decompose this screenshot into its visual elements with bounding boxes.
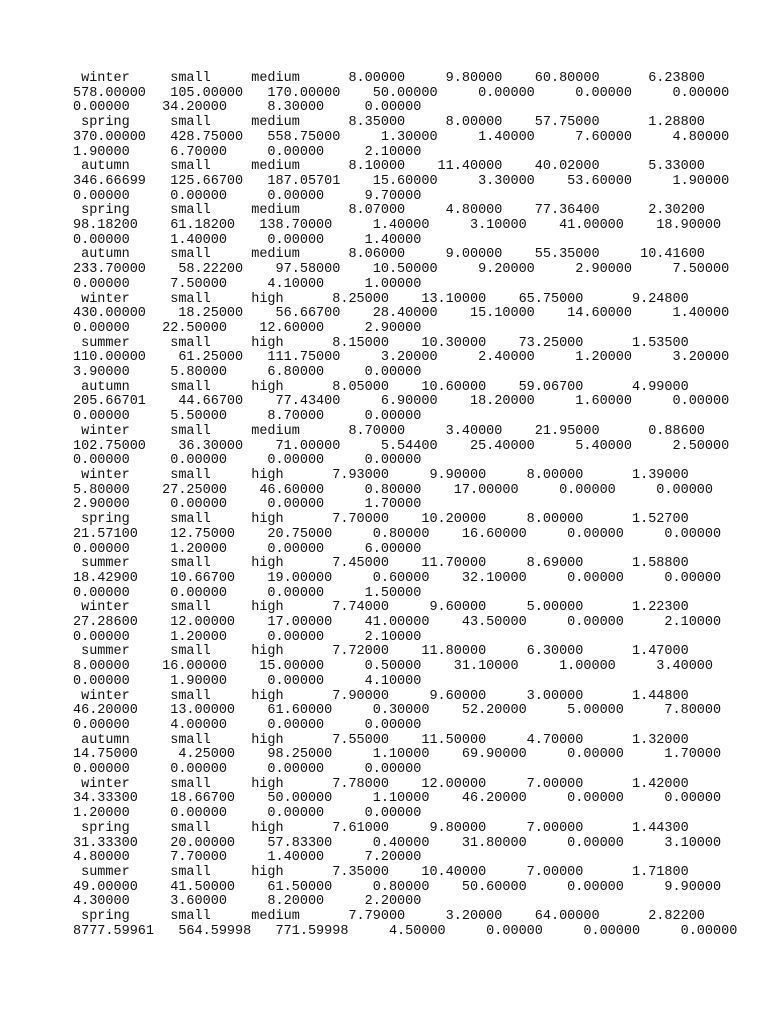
data-record [73,513,753,557]
data-record [73,381,753,425]
record-line-3: 0.00000 0.00000 0.00000 0.00000 [73,453,422,469]
record-line-1: winter small high 7.90000 9.60000 3.00000 1.44800 [73,688,689,704]
data-record [73,866,753,910]
record-line-2: 205.66701 44.66700 77.43400 6.90000 18.20000 1.60000 0.00000 [73,394,730,410]
data-record [73,601,753,645]
record-line-2: 46.20000 13.00000 61.60000 0.30000 52.20000 5.00000 7.80000 [73,703,722,719]
data-record [73,734,753,778]
record-line-1: winter small high 7.74000 9.60000 5.00000 1.22300 [73,600,689,616]
record-line-1: autumn small medium 8.06000 9.00000 55.35000 10.41600 [73,247,705,263]
data-record [73,557,753,601]
record-line-2: 34.33300 18.66700 50.00000 1.10000 46.20000 0.00000 0.00000 [73,791,722,807]
record-line-1: spring small medium 8.07000 4.80000 77.36400 2.30200 [73,203,705,219]
record-line-3: 0.00000 1.90000 0.00000 4.10000 [73,673,422,689]
record-line-3: 2.90000 0.00000 0.00000 1.70000 [73,497,422,513]
record-line-1: autumn small high 8.05000 10.60000 59.06700 4.99000 [73,379,689,395]
record-line-3: 1.90000 6.70000 0.00000 2.10000 [73,144,422,160]
data-record [73,337,753,381]
data-record [73,645,753,689]
record-line-2: 14.75000 4.25000 98.25000 1.10000 69.90000 0.00000 1.70000 [73,747,722,763]
record-line-2: 578.00000 105.00000 170.00000 50.00000 0.00000 0.00000 0.00000 [73,85,730,101]
data-record [73,116,753,160]
data-record [73,425,753,469]
data-record [73,160,753,204]
record-line-3: 0.00000 7.50000 4.10000 1.00000 [73,276,422,292]
record-line-3: 0.00000 1.40000 0.00000 1.40000 [73,232,422,248]
record-line-3: 0.00000 22.50000 12.60000 2.90000 [73,320,422,336]
data-record [73,248,753,292]
record-line-3: 4.80000 7.70000 1.40000 7.20000 [73,850,422,866]
record-line-2: 370.00000 428.75000 558.75000 1.30000 1.40000 7.60000 4.80000 [73,129,730,145]
record-line-3: 0.00000 4.00000 0.00000 0.00000 [73,717,422,733]
record-line-3: 0.00000 0.00000 0.00000 1.50000 [73,585,422,601]
record-line-2: 102.75000 36.30000 71.00000 5.54400 25.40000 5.40000 2.50000 [73,438,730,454]
record-line-2: 8.00000 16.00000 15.00000 0.50000 31.10000 1.00000 3.40000 [73,659,714,675]
record-line-1: winter small high 8.25000 13.10000 65.75000 9.24800 [73,291,689,307]
record-line-3: 0.00000 1.20000 0.00000 2.10000 [73,629,422,645]
record-line-1: winter small high 7.93000 9.90000 8.00000 1.39000 [73,467,689,483]
record-line-3: 0.00000 0.00000 0.00000 0.00000 [73,762,422,778]
record-line-1: autumn small high 7.55000 11.50000 4.70000 1.32000 [73,732,689,748]
record-line-1: spring small high 7.61000 9.80000 7.00000 1.44300 [73,820,689,836]
record-line-1: winter small medium 8.70000 3.40000 21.95000 0.88600 [73,423,705,439]
record-line-1: summer small high 7.72000 11.80000 6.30000 1.47000 [73,644,689,660]
record-line-2: 98.18200 61.18200 138.70000 1.40000 3.10000 41.00000 18.90000 [73,218,722,234]
record-line-2: 21.57100 12.75000 20.75000 0.80000 16.60000 0.00000 0.00000 [73,526,722,542]
record-line-1: summer small high 8.15000 10.30000 73.25000 1.53500 [73,335,689,351]
record-line-2: 49.00000 41.50000 61.50000 0.80000 50.60000 0.00000 9.90000 [73,879,722,895]
record-line-1: summer small high 7.35000 10.40000 7.00000 1.71800 [73,864,689,880]
document-page [73,72,753,939]
data-record [73,910,753,939]
record-line-2: 233.70000 58.22200 97.58000 10.50000 9.20000 2.90000 7.50000 [73,262,730,278]
record-line-2: 31.33300 20.00000 57.83300 0.40000 31.80000 0.00000 3.10000 [73,835,722,851]
record-line-2: 27.28600 12.00000 17.00000 41.00000 43.50000 0.00000 2.10000 [73,615,722,631]
record-line-1: spring small high 7.70000 10.20000 8.00000 1.52700 [73,512,689,528]
data-record [73,822,753,866]
data-record [73,293,753,337]
record-line-1: winter small medium 8.00000 9.80000 60.80000 6.23800 [73,71,705,86]
data-listing [73,72,753,939]
record-line-2: 8777.59961 564.59998 771.59998 4.50000 0.00000 0.00000 0.00000 [73,923,738,939]
record-line-2: 430.00000 18.25000 56.66700 28.40000 15.10000 14.60000 1.40000 [73,306,730,322]
record-line-1: winter small high 7.78000 12.00000 7.00000 1.42000 [73,776,689,792]
record-line-3: 1.20000 0.00000 0.00000 0.00000 [73,806,422,822]
record-line-2: 346.66699 125.66700 187.05701 15.60000 3.30000 53.60000 1.90000 [73,173,730,189]
record-line-2: 110.00000 61.25000 111.75000 3.20000 2.40000 1.20000 3.20000 [73,350,730,366]
record-line-3: 3.90000 5.80000 6.80000 0.00000 [73,365,422,381]
data-record [73,469,753,513]
data-record [73,778,753,822]
record-line-3: 0.00000 5.50000 8.70000 0.00000 [73,409,422,425]
record-line-2: 5.80000 27.25000 46.60000 0.80000 17.00000 0.00000 0.00000 [73,482,714,498]
record-line-2: 18.42900 10.66700 19.00000 0.60000 32.10000 0.00000 0.00000 [73,570,722,586]
record-line-3: 0.00000 0.00000 0.00000 9.70000 [73,188,422,204]
record-line-3: 0.00000 34.20000 8.30000 0.00000 [73,100,422,116]
record-line-1: spring small medium 8.35000 8.00000 57.75000 1.28800 [73,115,705,131]
record-line-3: 0.00000 1.20000 0.00000 6.00000 [73,541,422,557]
data-record [73,204,753,248]
data-record [73,72,753,116]
data-record [73,690,753,734]
record-line-3: 4.30000 3.60000 8.20000 2.20000 [73,894,422,910]
record-line-1: autumn small medium 8.10000 11.40000 40.02000 5.33000 [73,159,705,175]
record-line-1: spring small medium 7.79000 3.20000 64.00000 2.82200 [73,909,705,925]
record-line-1: summer small high 7.45000 11.70000 8.69000 1.58800 [73,556,689,572]
